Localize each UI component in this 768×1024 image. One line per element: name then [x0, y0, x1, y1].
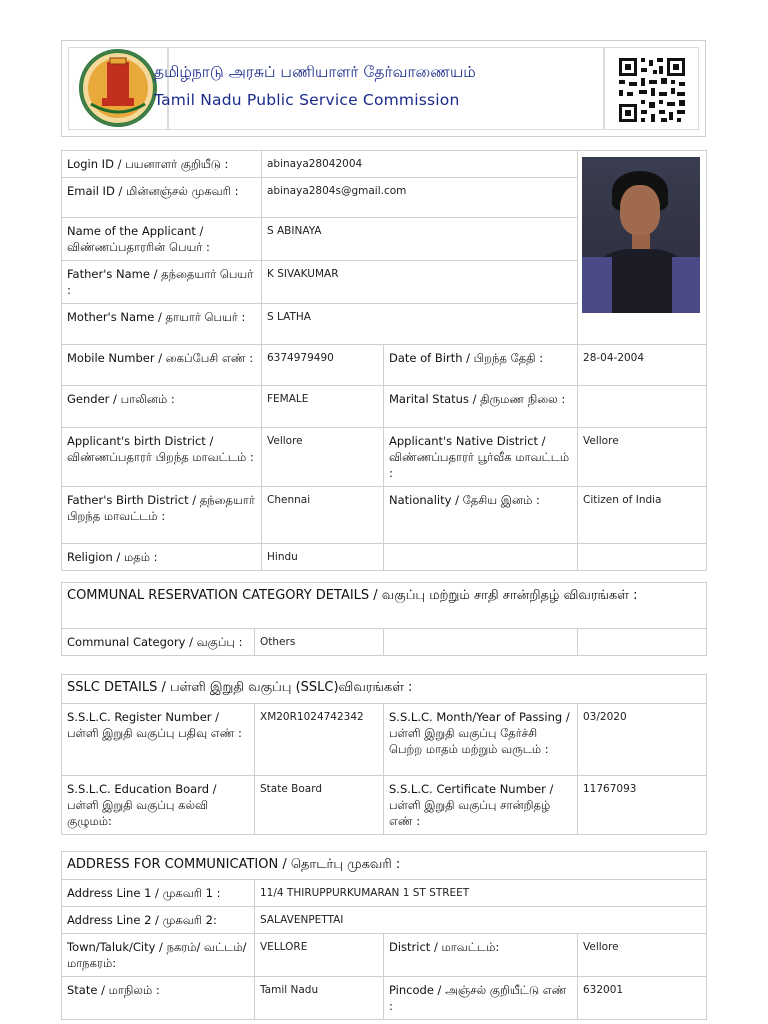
- address-line1-value: 11/4 THIRUPPURKUMARAN 1 ST STREET: [255, 880, 707, 907]
- empty-cell: [578, 629, 707, 656]
- sslc-register-label: S.S.L.C. Register Number / பள்ளி இறுதி வகுப்பு பதிவு எண் :: [62, 704, 255, 776]
- sslc-passing-label: S.S.L.C. Month/Year of Passing / பள்ளி இறுதி வகுப்பு தேர்ச்சி பெற்ற மாதம் மற்றும் வருடம் :: [384, 704, 578, 776]
- applicant-name-label: Name of the Applicant / விண்ணப்பதாரரின் பெயர் :: [62, 218, 262, 261]
- mobile-value: 6374979490: [262, 345, 384, 386]
- address-details-table: [61, 851, 707, 1020]
- communal-section-title: COMMUNAL RESERVATION CATEGORY DETAILS / வகுப்பு மற்றும் சாதி சான்றிதழ் விவரங்கள் :: [62, 583, 707, 629]
- marital-status-value: [578, 386, 707, 428]
- sslc-passing-value: 03/2020: [578, 704, 707, 776]
- commission-title-tamil: தமிழ்நாடு அரசுப் பணியாளர் தேர்வாணையம்: [154, 63, 476, 81]
- applicant-details-table: [61, 150, 707, 571]
- state-value: Tamil Nadu: [255, 977, 384, 1020]
- nationality-label: Nationality / தேசிய இனம் :: [384, 487, 578, 544]
- email-label: Email ID / மின்னஞ்சல் முகவரி :: [62, 178, 262, 218]
- qr-code-icon: [605, 48, 698, 129]
- logo-cell: [68, 47, 168, 130]
- state-label: State / மாநிலம் :: [62, 977, 255, 1020]
- commission-title-english: Tamil Nadu Public Service Commission: [154, 91, 460, 109]
- tn-government-emblem-icon: [69, 48, 167, 129]
- religion-value: Hindu: [262, 544, 384, 571]
- empty-cell: [384, 544, 578, 571]
- gender-value: FEMALE: [262, 386, 384, 428]
- communal-details-table: [61, 582, 707, 656]
- religion-label: Religion / மதம் :: [62, 544, 262, 571]
- native-district-label: Applicant's Native District / விண்ணப்பதாரர் பூர்வீக மாவட்டம் :: [384, 428, 578, 487]
- applicant-name-value: S ABINAYA: [262, 218, 578, 261]
- mother-name-label: Mother's Name / தாயார் பெயர் :: [62, 304, 262, 345]
- marital-status-label: Marital Status / திருமண நிலை :: [384, 386, 578, 428]
- qr-cell: [604, 47, 699, 130]
- sslc-details-table: [61, 674, 707, 835]
- town-label: Town/Taluk/City / நகரம்/ வட்டம்/மாநகரம்:: [62, 934, 255, 977]
- father-name-value: K SIVAKUMAR: [262, 261, 578, 304]
- district-label: District / மாவட்டம்:: [384, 934, 578, 977]
- sslc-section-title: SSLC DETAILS / பள்ளி இறுதி வகுப்பு (SSLC)விவரங்கள் :: [62, 675, 707, 704]
- login-label: Login ID / பயனாளர் குறியீடு :: [62, 151, 262, 178]
- applicant-photo: [582, 157, 700, 313]
- empty-cell: [578, 544, 707, 571]
- sslc-register-value: XM20R1024742342: [255, 704, 384, 776]
- address-section-title: ADDRESS FOR COMMUNICATION / தொடர்பு முகவரி :: [62, 852, 707, 880]
- nationality-value: Citizen of India: [578, 487, 707, 544]
- pincode-value: 632001: [578, 977, 707, 1020]
- father-name-label: Father's Name / தந்தையார் பெயர் :: [62, 261, 262, 304]
- pincode-label: Pincode / அஞ்சல் குறியீட்டு எண் :: [384, 977, 578, 1020]
- header-panel: [61, 40, 706, 137]
- communal-category-label: Communal Category / வகுப்பு :: [62, 629, 255, 656]
- sslc-certificate-label: S.S.L.C. Certificate Number / பள்ளி இறுதி வகுப்பு சான்றிதழ் எண் :: [384, 776, 578, 835]
- father-birth-district-value: Chennai: [262, 487, 384, 544]
- birth-district-value: Vellore: [262, 428, 384, 487]
- sslc-board-label: S.S.L.C. Education Board / பள்ளி இறுதி வகுப்பு கல்வி குழுமம்:: [62, 776, 255, 835]
- photo-cell: [578, 151, 707, 345]
- birth-district-label: Applicant's birth District / விண்ணப்பதாரர் பிறந்த மாவட்டம் :: [62, 428, 262, 487]
- login-value: abinaya28042004: [262, 151, 578, 178]
- dob-label: Date of Birth / பிறந்த தேதி :: [384, 345, 578, 386]
- father-birth-district-label: Father's Birth District / தந்தையார் பிறந்த மாவட்டம் :: [62, 487, 262, 544]
- sslc-board-value: State Board: [255, 776, 384, 835]
- address-line1-label: Address Line 1 / முகவரி 1 :: [62, 880, 255, 907]
- native-district-value: Vellore: [578, 428, 707, 487]
- address-line2-label: Address Line 2 / முகவரி 2:: [62, 907, 255, 934]
- sslc-certificate-value: 11767093: [578, 776, 707, 835]
- dob-value: 28-04-2004: [578, 345, 707, 386]
- mobile-label: Mobile Number / கைப்பேசி எண் :: [62, 345, 262, 386]
- gender-label: Gender / பாலினம் :: [62, 386, 262, 428]
- empty-cell: [384, 629, 578, 656]
- title-cell: [168, 47, 604, 130]
- town-value: VELLORE: [255, 934, 384, 977]
- district-value: Vellore: [578, 934, 707, 977]
- address-line2-value: SALAVENPETTAI: [255, 907, 707, 934]
- email-value: abinaya2804s@gmail.com: [262, 178, 578, 218]
- mother-name-value: S LATHA: [262, 304, 578, 345]
- communal-category-value: Others: [255, 629, 384, 656]
